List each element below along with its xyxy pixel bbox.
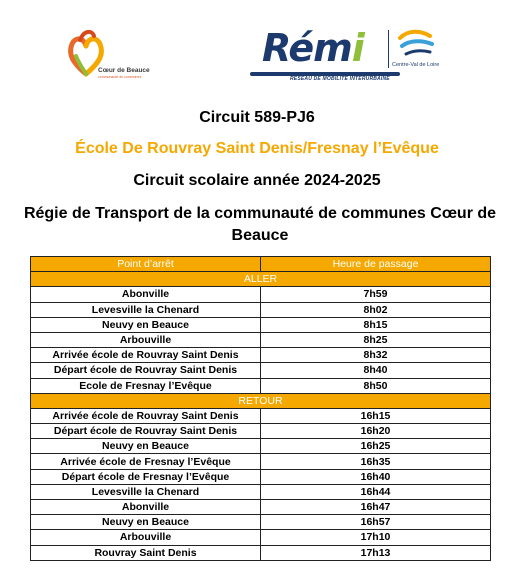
stop-name: Abonville bbox=[31, 287, 261, 302]
stop-name: Neuvy en Beauce bbox=[31, 439, 261, 454]
table-row bbox=[31, 515, 491, 530]
stop-time: 16h15 bbox=[261, 408, 491, 423]
stop-name: Levesville la Chenard bbox=[31, 484, 261, 499]
stop-name: Départ école de Rouvray Saint Denis bbox=[31, 424, 261, 439]
stop-time: 7h59 bbox=[261, 287, 491, 302]
stop-name: Abonville bbox=[31, 500, 261, 515]
remi-tagline: RESEAU DE MOBILITÉ INTERURBAINE bbox=[290, 76, 390, 82]
remi-region: Centre-Val de Loire bbox=[392, 62, 440, 68]
stop-name: Départ école de Rouvray Saint Denis bbox=[31, 363, 261, 378]
stop-name: Ecole de Fresnay l’Evêque bbox=[31, 378, 261, 393]
stop-time: 8h25 bbox=[261, 332, 491, 347]
stop-time: 8h40 bbox=[261, 363, 491, 378]
retour-section-row bbox=[31, 393, 491, 408]
table-row bbox=[31, 317, 491, 332]
aller-section-row bbox=[31, 272, 491, 287]
table-row bbox=[31, 454, 491, 469]
stop-time: 8h32 bbox=[261, 348, 491, 363]
operator-name: Régie de Transport de la communauté de communes Cœur de Beauce bbox=[23, 205, 497, 244]
table-row bbox=[31, 287, 491, 302]
table-row bbox=[31, 302, 491, 317]
stop-time: 16h35 bbox=[261, 454, 491, 469]
schedule-body bbox=[31, 272, 491, 561]
table-row bbox=[31, 424, 491, 439]
remi-wordmark: Rémi bbox=[262, 26, 364, 70]
stop-name: Arbouville bbox=[31, 530, 261, 545]
circuit-title: Circuit 589-PJ6 bbox=[199, 109, 315, 126]
stop-time: 16h40 bbox=[261, 469, 491, 484]
stop-name: Départ école de Fresnay l’Evêque bbox=[31, 469, 261, 484]
table-header-row bbox=[31, 257, 491, 272]
table-row bbox=[31, 469, 491, 484]
stop-name: Arrivée école de Rouvray Saint Denis bbox=[31, 348, 261, 363]
table-row bbox=[31, 484, 491, 499]
column-header-stop: Point d’arrêt bbox=[31, 257, 261, 272]
table-row bbox=[31, 408, 491, 423]
stop-time: 16h57 bbox=[261, 515, 491, 530]
stop-time: 16h44 bbox=[261, 484, 491, 499]
coeur-de-beauce-logo bbox=[66, 26, 196, 86]
school-name: École De Rouvray Saint Denis/Fresnay l’Evêque bbox=[75, 140, 439, 157]
stop-name: Arrivée école de Rouvray Saint Denis bbox=[31, 408, 261, 423]
table-row bbox=[31, 439, 491, 454]
aller-section-label: ALLER bbox=[31, 272, 491, 287]
table-row bbox=[31, 332, 491, 347]
stop-time: 8h50 bbox=[261, 378, 491, 393]
stop-time: 8h02 bbox=[261, 302, 491, 317]
stop-time: 16h25 bbox=[261, 439, 491, 454]
table-row bbox=[31, 363, 491, 378]
coeur-logo-name: Cœur de Beauce bbox=[98, 67, 150, 74]
schedule-table bbox=[30, 256, 491, 561]
stop-time: 16h20 bbox=[261, 424, 491, 439]
table-row bbox=[31, 545, 491, 560]
stop-time: 16h47 bbox=[261, 500, 491, 515]
retour-section-label: RETOUR bbox=[31, 393, 491, 408]
stop-name: Neuvy en Beauce bbox=[31, 515, 261, 530]
stop-time: 17h10 bbox=[261, 530, 491, 545]
table-row bbox=[31, 500, 491, 515]
table-row bbox=[31, 530, 491, 545]
remi-logo bbox=[248, 24, 458, 86]
stop-time: 8h15 bbox=[261, 317, 491, 332]
stop-name: Levesville la Chenard bbox=[31, 302, 261, 317]
stop-time: 17h13 bbox=[261, 545, 491, 560]
table-row bbox=[31, 378, 491, 393]
stop-name: Rouvray Saint Denis bbox=[31, 545, 261, 560]
column-header-time: Heure de passage bbox=[261, 257, 491, 272]
coeur-logo-tagline: communauté de communes bbox=[98, 75, 142, 79]
stop-name: Neuvy en Beauce bbox=[31, 317, 261, 332]
centre-val-de-loire-icon bbox=[396, 28, 436, 60]
table-row bbox=[31, 348, 491, 363]
stop-name: Arrivée école de Fresnay l’Evêque bbox=[31, 454, 261, 469]
school-year: Circuit scolaire année 2024-2025 bbox=[133, 172, 381, 189]
remi-separator bbox=[388, 30, 389, 68]
stop-name: Arbouville bbox=[31, 332, 261, 347]
